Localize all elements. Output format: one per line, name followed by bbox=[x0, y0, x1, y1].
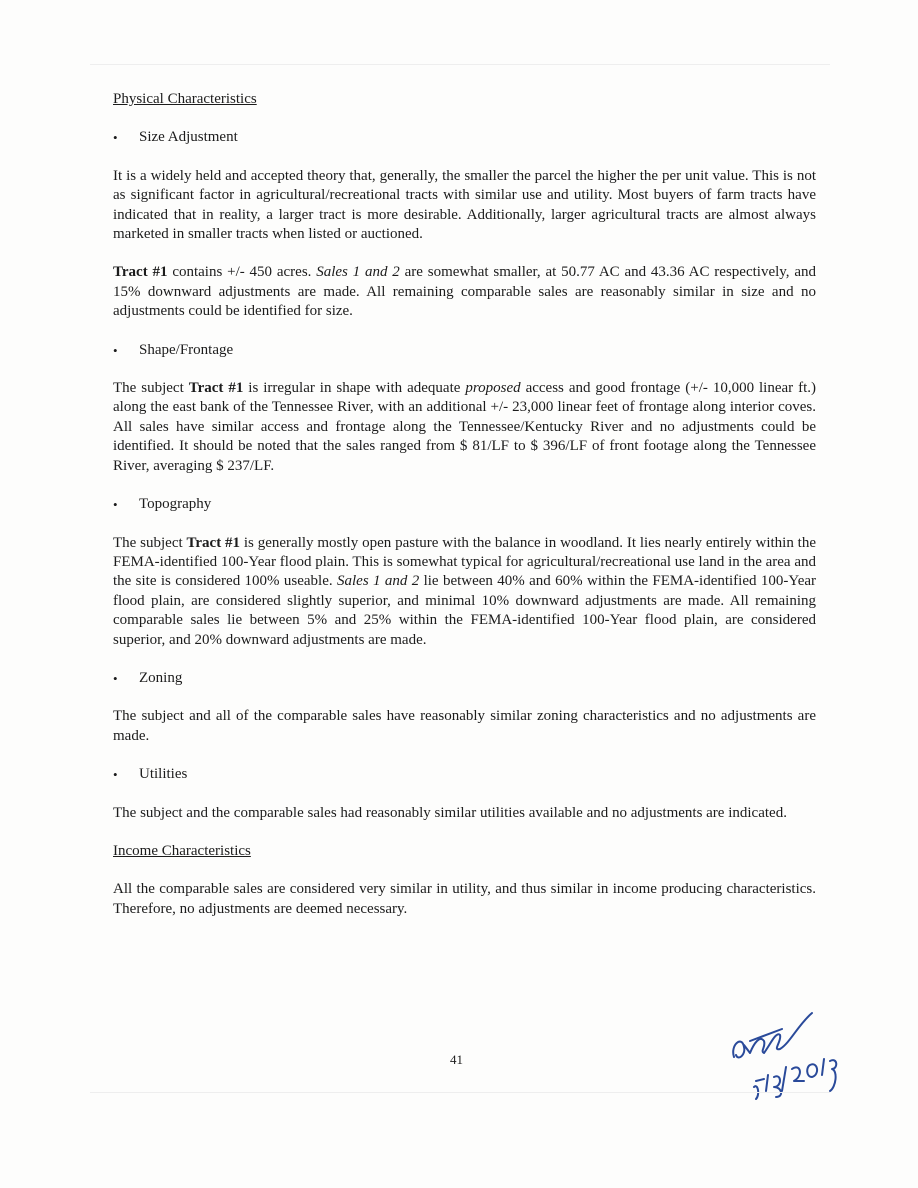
size-adjustment-bullet bbox=[113, 128, 816, 147]
tract-label: Tract #1 bbox=[188, 380, 244, 397]
page-number: 41 bbox=[450, 1052, 463, 1067]
bullet-dot: • bbox=[113, 130, 118, 146]
sales-ref: Sales 1 and 2 bbox=[337, 573, 420, 590]
page-content bbox=[113, 90, 816, 938]
shape-paragraph: The subject Tract #1 is irregular in shape with adequate proposed access and good frontage (+/- 10,000 linear ft.) along the east bank of the Tennessee River, with an additional +/- 23,000 linear feet of frontage along interior coves. All sales have similar access and frontage along the Tennessee/Kentucky River and no adjustments could be identified. It should be noted that the sales ranged from $ 81/LF to $ 396/LF of front footage along the Tennessee River, averaging $ 237/LF. bbox=[113, 380, 817, 474]
handwritten-signature bbox=[720, 995, 860, 1105]
bullet-dot: • bbox=[113, 497, 118, 513]
topography-label: Topography bbox=[139, 496, 212, 513]
tract-label: Tract #1 bbox=[186, 534, 241, 551]
proposed-emphasis: proposed bbox=[465, 380, 521, 397]
physical-characteristics-heading: Physical Characteristics bbox=[113, 91, 257, 107]
utilities-bullet bbox=[113, 765, 816, 784]
scan-edge-top bbox=[90, 64, 830, 65]
bullet-dot: • bbox=[113, 670, 118, 686]
zoning-label: Zoning bbox=[139, 669, 183, 686]
zoning-bullet bbox=[113, 669, 816, 688]
sales-ref: Sales 1 and 2 bbox=[316, 264, 400, 281]
bullet-dot: • bbox=[113, 342, 118, 358]
tract-label: Tract #1 bbox=[113, 264, 168, 281]
shape-frontage-label: Shape/Frontage bbox=[139, 341, 234, 358]
income-paragraph: All the comparable sales are considered very similar in utility, and thus similar in income producing characteristics. Therefore, no adjustments are deemed necessary. bbox=[113, 881, 816, 917]
topography-paragraph: The subject Tract #1 is generally mostly open pasture with the balance in woodland. It lies nearly entirely within the FEMA-identified 100-Year flood plain. This is somewhat typical for agricultural/recreational use land in the area and the site is considered 100% useable. Sales 1 and 2 lie between 40% and 60% within the FEMA-identified 100-Year flood plain, are considered slightly superior, and minimal 10% downward adjustments are made. All remaining comparable sales lie between 5% and 25% within the FEMA-identified 100-Year flood plain, are considered superior, and 20% downward adjustments are made. bbox=[113, 534, 816, 648]
income-characteristics-heading: Income Characteristics bbox=[113, 842, 251, 859]
utilities-paragraph: The subject and the comparable sales had reasonably similar utilities available and no adjustments are indicated. bbox=[113, 804, 787, 821]
size-paragraph-2: Tract #1 contains +/- 450 acres. Sales 1 and 2 are somewhat smaller, at 50.77 AC and 43.36 AC respectively, and 15% downward adjustments are made. All remaining comparable sales are reasonably similar in size and no adjustments could be identified for size. bbox=[113, 264, 817, 320]
size-adjustment-label: Size Adjustment bbox=[139, 129, 238, 146]
utilities-label: Utilities bbox=[139, 766, 188, 783]
bullet-dot: • bbox=[113, 767, 118, 783]
scan-edge-bottom bbox=[90, 1092, 830, 1093]
topography-bullet bbox=[113, 495, 816, 514]
size-paragraph-1: It is a widely held and accepted theory that, generally, the smaller the parcel the higher the per unit value. This is not as significant factor in agricultural/recreational tracts with similar use and utility. Most buyers of farm tracts have indicated that in reality, a larger tract is more desirable. Additionally, larger agricultural tracts are almost always marketed in smaller tracts when listed or auctioned. bbox=[113, 167, 816, 243]
zoning-paragraph: The subject and all of the comparable sales have reasonably similar zoning characteristics and no adjustments are made. bbox=[113, 708, 816, 744]
shape-frontage-bullet bbox=[113, 341, 816, 360]
